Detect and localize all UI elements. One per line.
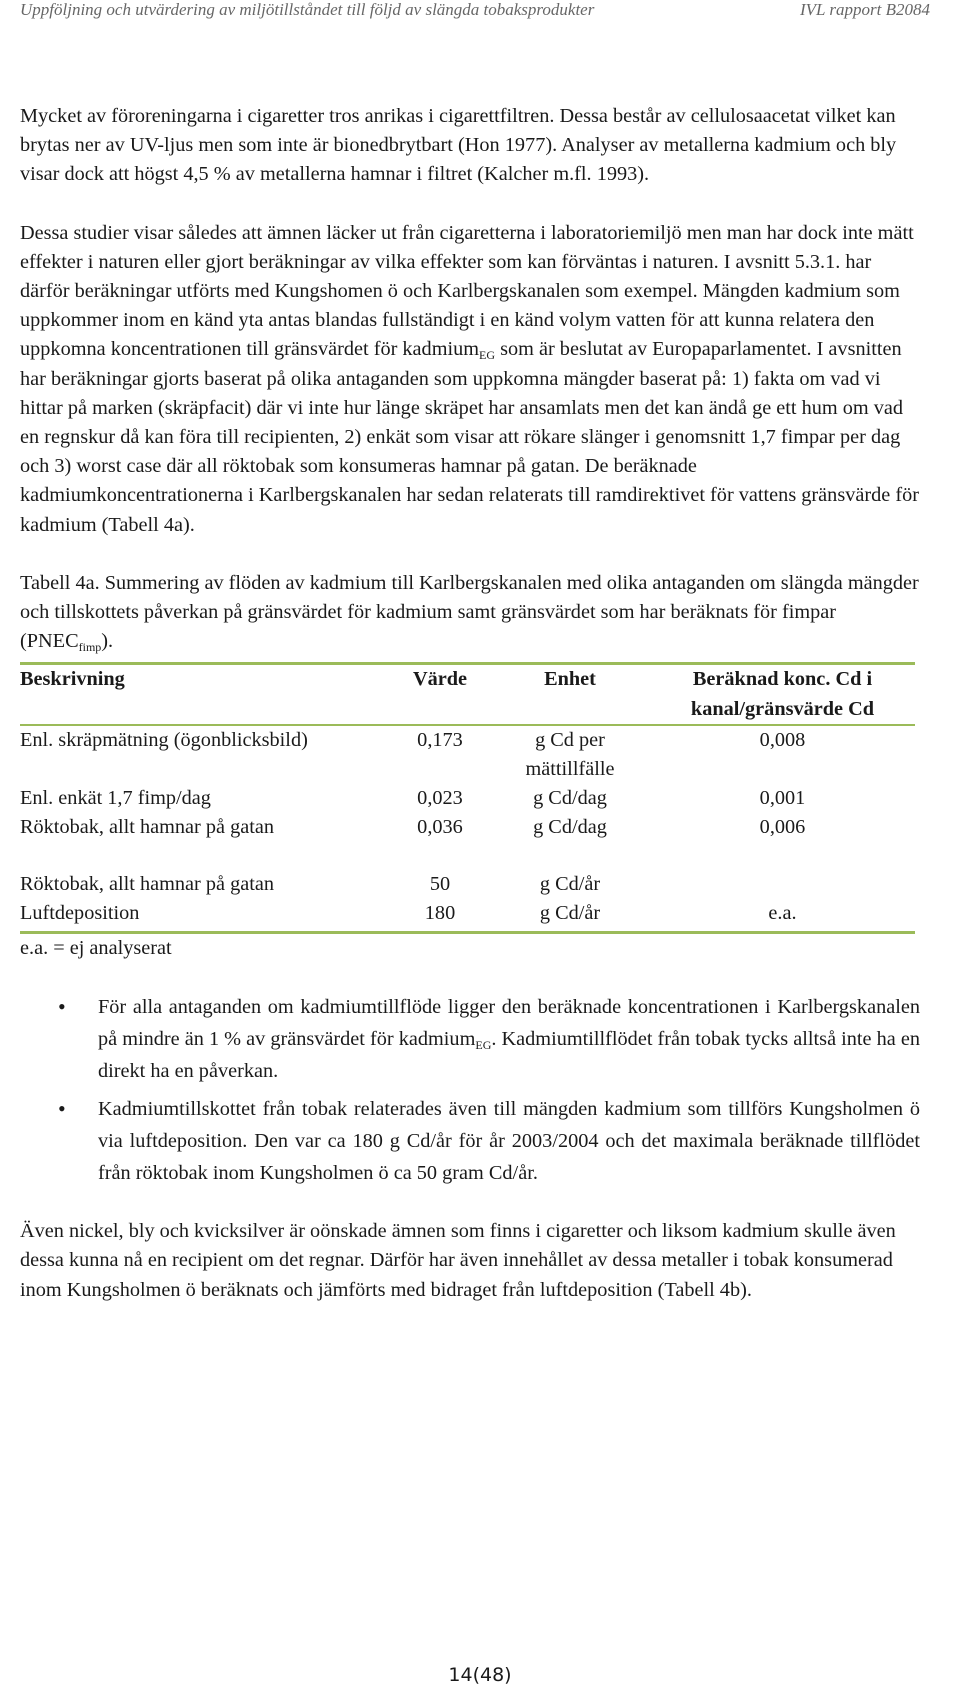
cell-ratio: 0,008 [759,728,806,751]
subscript-fimp: fimp [78,640,102,655]
list-item [20,991,920,1087]
cell-description: Röktobak, allt hamnar på gatan [20,816,275,839]
header-enhet: Enhet [544,668,596,691]
paragraph-studies-text-cont: som är beslutat av Europaparlamentet. I avsnitten har beräkningar gjorts baserat på olika antaganden som uppkomna mängder baserat på: 1) fakta om vad vi hittar på marken (skräpfacit) där vi inte hur länge skräpet har ansamlats men det kan ändå ge ett hum om vad en regnskur då kan föra till recipienten, 2) enkät som visar att rökare slänger i genomsnitt 1,7 fimpar per dag och 3) worst case där all röktobak som konsumeras hamnar på gatan. De beräknade kadmiumkoncentrationerna i Karlbergskanalen har sedan relaterats till ramdirektivet för vattens gränsvärde för kadmium (Tabell 4a). [20,338,919,536]
header-report-number: IVL rapport B2084 [799,0,930,19]
cell-unit: g Cd per mättillfälle [525,728,615,781]
bullet-list [20,991,920,1189]
subscript-eg: EG [475,1038,492,1053]
header-report-title: Uppföljning och utvärdering av miljötillståndet till följd av slängda tobaksprodukter [20,0,595,19]
paragraph-other-metals: Även nickel, bly och kvicksilver är oönskade ämnen som finns i cigaretter och liksom kadmium skulle även dessa kunna nå en recipient om det regnar. Därför har även innehållet av dessa metaller i tobak konsumerad inom Kungsholmen ö beräknats och jämförts med bidraget från luftdeposition (Tabell 4b). [20,1220,896,1301]
page-body [20,102,920,1305]
bullet-text-cont: . Kadmiumtillflödet från tobak tycks alltså inte ha en direkt ha en påverkan. [98,1028,920,1083]
header-varde: Värde [412,668,468,691]
cell-description: Enl. skräpmätning (ögonblicksbild) [20,728,308,751]
table-spacer-row [20,843,915,870]
paragraph-studies-text: Dessa studier visar således att ämnen läcker ut från cigaretterna i laboratoriemiljö men man har dock inte mätt effekter i naturen eller gjort beräkningar av vilka effekter som kan förväntas i naturen. I avsnitt 5.3.1. har därför beräkningar utförts med Kungshomen ö och Karlbergskanalen som exempel. Mängden kadmium som uppkommer inom en känd yta antas blandas fullständigt i en känd volym vatten för att kunna relatera den uppkomna koncentrationen till gränsvärdet för kadmium [20,221,914,361]
paragraph-studies [20,219,920,540]
cell-ratio: e.a. [650,899,915,933]
bullet-text: För alla antaganden om kadmiumtillflöde ligger den beräknade koncentrationen i Karlbergskanalen på mindre än 1 % av gränsvärdet för kadmium [98,996,920,1051]
paragraph-filters: Mycket av föroreningarna i cigaretter tros anrikas i cigarettfiltren. Dessa består av cellulosaacetat vilket kan brytas ner av UV-ljus men som inte är bionedbrytbart (Hon 1977). Analyser av metallerna kadmium och bly visar dock att högst 4,5 % av metallerna hamnar i filtret (Kalcher m.fl. 1993). [20,105,897,186]
table-footnote: e.a. = ej analyserat [20,937,172,960]
subscript-eg: EG [479,348,496,363]
cell-value: 0,173 [417,728,463,751]
table-row [20,784,915,813]
cell-value: 0,023 [417,787,463,810]
header-beraknad-konc: Beräknad konc. Cd i kanal/gränsvärde Cd [690,668,875,720]
cell-value: 50 [429,872,451,895]
list-item [20,1093,920,1189]
cell-description: Röktobak, allt hamnar på gatan [20,872,275,895]
cell-unit: g Cd/dag [533,787,607,810]
header-beskrivning: Beskrivning [20,668,125,691]
table-row [20,813,915,842]
cell-unit: g Cd/år [490,899,650,933]
page-header [20,0,940,26]
cadmium-flow-table [20,662,915,934]
cell-ratio: 0,001 [759,787,806,810]
cell-description: Luftdeposition [20,899,390,933]
bullet-text: Kadmiumtillskottet från tobak relaterades även till mängden kadmium som tillförs Kungsholmen ö via luftdeposition. Den var ca 180 g Cd/år för år 2003/2004 och det maximala beräknade tillflödet från röktobak inom Kungsholmen ö ca 50 gram Cd/år. [98,1098,920,1185]
page-number: 14(48) [448,1664,512,1686]
table-caption [20,569,920,657]
cell-unit: g Cd/dag [533,816,607,839]
cell-value: 180 [390,899,490,933]
cell-ratio [650,870,915,899]
cell-description: Enl. enkät 1,7 fimp/dag [20,787,211,810]
table-caption-end: ). [101,630,114,653]
table-row [20,899,915,933]
table-header-row [20,664,915,725]
cell-value: 0,036 [417,816,463,839]
table-row [20,870,915,899]
cell-unit: g Cd/år [539,872,601,895]
cell-ratio: 0,006 [759,816,806,839]
table-row [20,725,915,784]
table-caption-text: Tabell 4a. Summering av flöden av kadmium till Karlbergskanalen med olika antaganden om slängda mängder och tillskottets påverkan på gränsvärdet för kadmium samt gränsvärdet som har beräknats för fimpar (PNEC [20,571,919,653]
